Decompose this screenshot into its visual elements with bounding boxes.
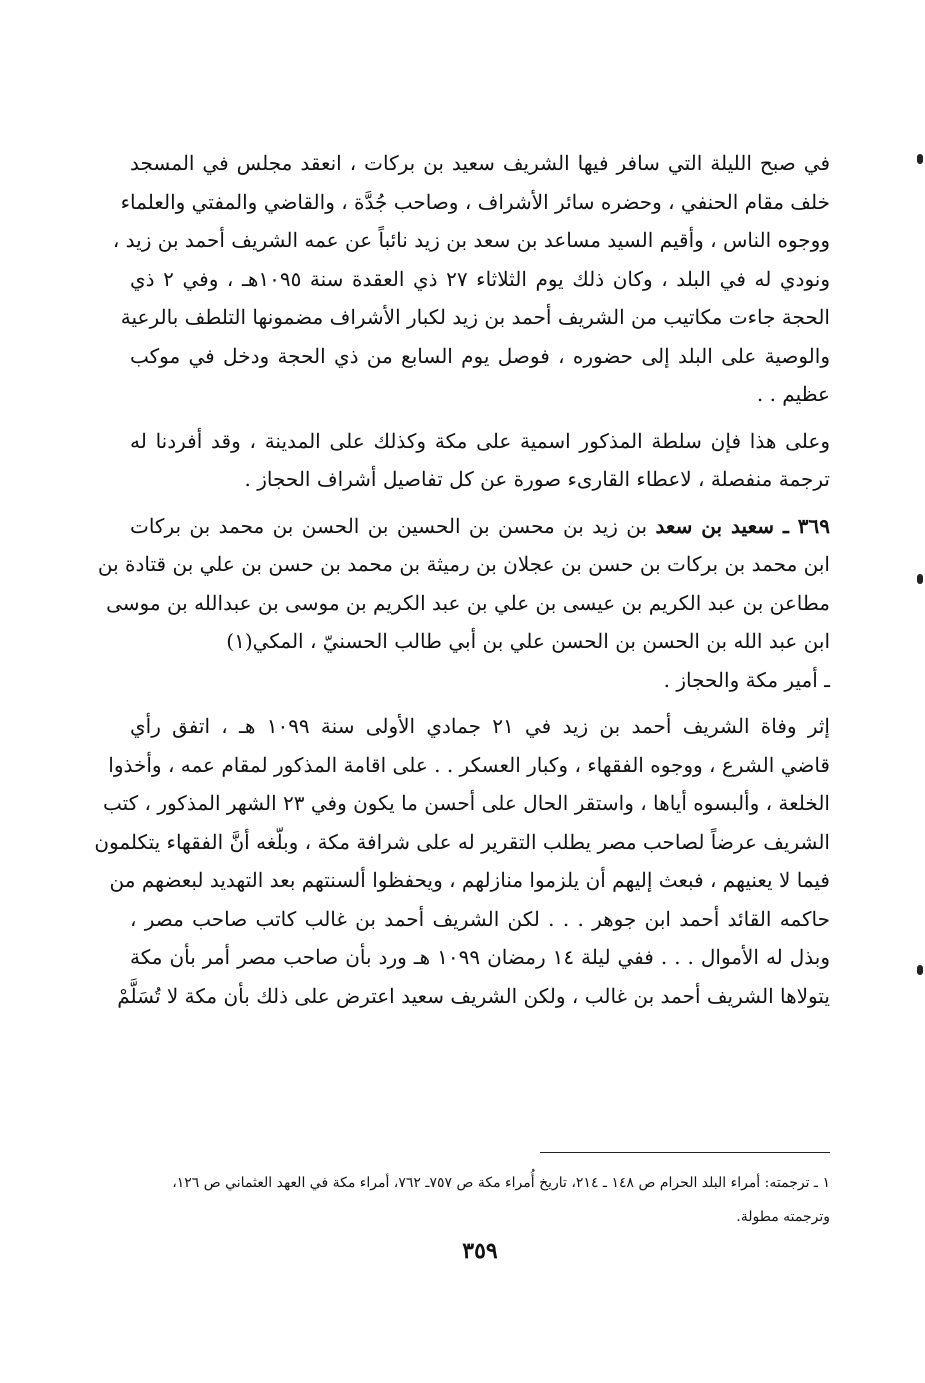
- text-line: الحجة جاءت مكاتيب من الشريف أحمد بن زيد لكبار الأشراف مضمونها التلطف بالرعية: [120, 305, 830, 329]
- paragraph: [94, 707, 831, 1015]
- paragraph: [130, 422, 830, 499]
- text-line: الشريف عرضاً لصاحب مصر يطلب التقرير له على شرافة مكة ، وبلّغه أنَّ الفقهاء يتكلمون: [94, 829, 830, 854]
- text-line: مطاعن بن عبد الكريم بن عيسى بن علي بن عبد الكريم بن موسى بن عبدالله بن موسى: [106, 590, 830, 615]
- text-line: والوصية على البلد إلى حضوره ، فوصل يوم السابع من ذي الحجة ودخل في موكب: [130, 343, 830, 368]
- margin-mark: [917, 154, 923, 164]
- text-line: وبذل له الأموال . . . ففي ليلة ١٤ رمضان ١٠٩٩ هـ ورد بأن صاحب مصر أمر بأن مكة: [130, 945, 831, 969]
- text-line: وعلى هذا فإن سلطة المذكور اسمية على مكة وكذلك على المدينة ، وقد أفردنا له: [130, 428, 830, 453]
- text-line: ـ أمير مكة والحجاز .: [663, 667, 830, 692]
- text-line: فيما لا يعنيهم ، فبعث إليهم أن يلزموا منازلهم ، ويحفظوا ألسنتهم بعد التهديد لبعضهم من: [109, 868, 830, 892]
- margin-mark: [917, 574, 923, 584]
- text-line: ابن محمد بن بركات بن حسن بن عجلان بن رميثة بن محمد بن حسن بن علي بن قتادة بن: [97, 552, 830, 576]
- text-line: خلف مقام الحنفي ، وحضره سائر الأشراف ، وصاحب جُدَّة ، والقاضي والمفتي والعلماء: [120, 189, 830, 214]
- text-line: ونودي له في البلد ، وكان ذلك يوم الثلاثاء ٢٧ ذي العقدة سنة ١٠٩٥هـ ، وفي ٢ ذي: [130, 266, 830, 291]
- text-line: حاكمه القائد أحمد ابن جوهر . . . لكن الشريف أحمد بن غالب كاتب صاحب مصر ،: [130, 906, 830, 931]
- text-line: [130, 507, 830, 546]
- footnote-divider: [540, 1152, 830, 1153]
- text-line: ترجمة منفصلة ، لاعطاء القارىء صورة عن كل تفاصيل أشراف الحجاز .: [244, 467, 830, 491]
- margin-mark: [917, 965, 923, 975]
- entry-lineage: بن زيد بن محسن بن الحسين بن الحسن بن محمد بن بركات: [130, 513, 648, 538]
- paragraph: [112, 144, 830, 414]
- text-line: يتولاها الشريف أحمد بن غالب ، ولكن الشريف سعيد اعترض على ذلك بأن مكة لا تُسَلَّمْ: [117, 983, 830, 1008]
- body-text: [94, 144, 831, 1015]
- text-line: في صبح الليلة التي سافر فيها الشريف سعيد بن بركات ، انعقد مجلس في المسجد: [130, 151, 830, 175]
- text-line: ووجوه الناس ، وأقيم السيد مساعد بن سعد بن زيد نائباً عن عمه الشريف أحمد بن زيد ،: [112, 228, 830, 252]
- text-line: الخلعة ، وألبسوه أياها ، واستقر الحال على أحسن ما يكون وفي ٢٣ الشهر المذكور ، كتب: [102, 791, 830, 815]
- text-line: ابن عبد الله بن الحسن بن الحسن علي بن أبي طالب الحسنيّ ، المكي(١): [226, 629, 830, 653]
- biography-entry: [97, 507, 831, 700]
- entry-heading: ٣٦٩ ـ سعيد بن سعد: [655, 513, 831, 538]
- footnote-line: ١ ـ ترجمته: أمراء البلد الحرام ص ١٤٨ ـ ٢١٤، تاريخ أُمراء مكة ص ٧٥٧ـ ٧٦٢، أمراء مكة في العهد العثماني ص ١٢٦،: [172, 1175, 830, 1191]
- footnote: [130, 1166, 830, 1234]
- footnote-line: وترجمته مطولة.: [736, 1209, 830, 1225]
- text-line: عظيم . .: [756, 382, 830, 406]
- text-line: إثر وفاة الشريف أحمد بن زيد في ٢١ جمادي الأولى سنة ١٠٩٩ هـ ، اتفق رأي: [130, 714, 830, 738]
- page-number: ٣٥٩: [462, 1238, 498, 1264]
- text-line: قاضي الشرع ، ووجوه الفقهاء ، وكبار العسكر . . على اقامة المذكور لمقام عمه ، وأخذوا: [108, 752, 830, 777]
